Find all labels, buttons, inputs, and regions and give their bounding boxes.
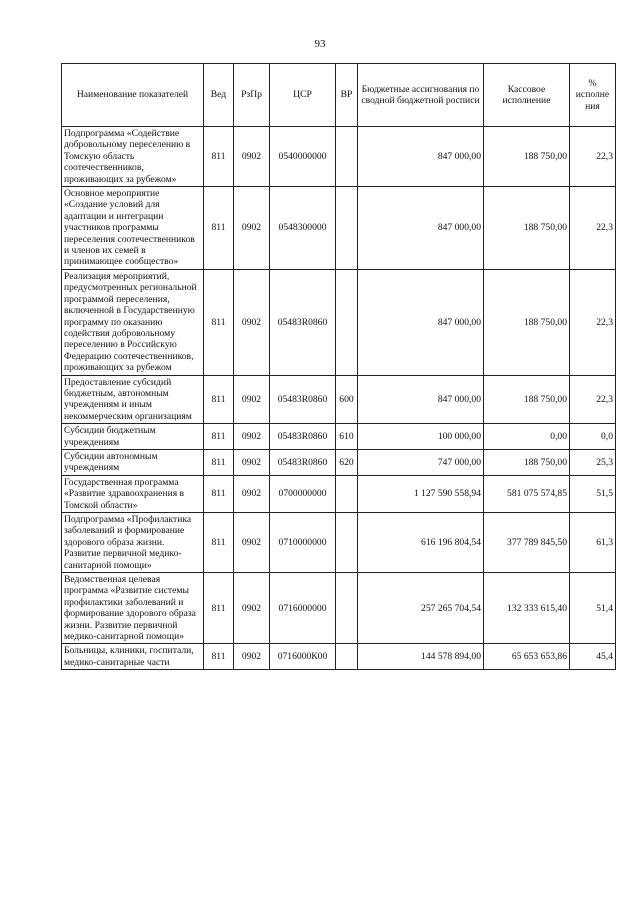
cell-rzpr: 0902: [234, 573, 270, 644]
cell-csr: 0548300000: [270, 187, 336, 270]
col-header-percent: % исполне ния: [570, 64, 616, 127]
cell-vr: [336, 127, 358, 187]
cell-name: Больницы, клиники, госпитали, медико-санитарные части: [62, 644, 204, 670]
table-row: [62, 513, 616, 573]
cell-percent: 22,3: [570, 127, 616, 187]
cell-ved: 811: [204, 375, 234, 424]
table-row: [62, 644, 616, 670]
table-row: [62, 573, 616, 644]
cell-csr: 0710000000: [270, 513, 336, 573]
cell-percent: 22,3: [570, 269, 616, 375]
cell-rzpr: 0902: [234, 513, 270, 573]
cell-cash: 0,00: [484, 424, 570, 450]
cell-vr: [336, 513, 358, 573]
col-header-name: Наименование показателей: [62, 64, 204, 127]
budget-execution-table: [61, 63, 616, 670]
cell-ved: 811: [204, 127, 234, 187]
col-header-budget: Бюджетные ассигнования по сводной бюджетной росписи: [358, 64, 484, 127]
cell-cash: 188 750,00: [484, 375, 570, 424]
table-row: [62, 449, 616, 475]
cell-cash: 581 075 574,85: [484, 475, 570, 512]
cell-ved: 811: [204, 449, 234, 475]
cell-cash: 188 750,00: [484, 449, 570, 475]
cell-percent: 61,3: [570, 513, 616, 573]
cell-percent: 51,5: [570, 475, 616, 512]
cell-csr: 0700000000: [270, 475, 336, 512]
col-header-ved: Вед: [204, 64, 234, 127]
cell-cash: 188 750,00: [484, 187, 570, 270]
cell-ved: 811: [204, 269, 234, 375]
cell-budget: 257 265 704,54: [358, 573, 484, 644]
table-header-row: [62, 64, 616, 127]
col-header-cash: Кассовое исполнение: [484, 64, 570, 127]
cell-percent: 22,3: [570, 375, 616, 424]
cell-budget: 1 127 590 558,94: [358, 475, 484, 512]
cell-rzpr: 0902: [234, 375, 270, 424]
cell-rzpr: 0902: [234, 127, 270, 187]
table-row: [62, 475, 616, 512]
cell-name: Основное мероприятие «Создание условий для адаптации и интеграции участников программы переселения соотечественников и членов их семей в принимающее сообщество»: [62, 187, 204, 270]
table-row: [62, 187, 616, 270]
cell-vr: 610: [336, 424, 358, 450]
cell-vr: 600: [336, 375, 358, 424]
cell-csr: 05483R0860: [270, 269, 336, 375]
cell-rzpr: 0902: [234, 187, 270, 270]
cell-ved: 811: [204, 424, 234, 450]
cell-name: Подпрограмма «Профилактика заболеваний и формирование здорового образа жизни. Развитие первичной медико-санитарной помощи»: [62, 513, 204, 573]
cell-ved: 811: [204, 644, 234, 670]
cell-rzpr: 0902: [234, 449, 270, 475]
cell-csr: 05483R0860: [270, 449, 336, 475]
cell-name: Предоставление субсидий бюджетным, автономным учреждениям и иным некоммерческим организациям: [62, 375, 204, 424]
cell-percent: 51,4: [570, 573, 616, 644]
cell-rzpr: 0902: [234, 644, 270, 670]
cell-name: Реализация мероприятий, предусмотренных региональной программой переселения, включенной в Государственную программу по оказанию содействия добровольному переселению в Российскую Федерацию соотечественников, проживающих за рубежом: [62, 269, 204, 375]
cell-budget: 847 000,00: [358, 127, 484, 187]
cell-rzpr: 0902: [234, 475, 270, 512]
cell-ved: 811: [204, 187, 234, 270]
table-row: [62, 127, 616, 187]
cell-ved: 811: [204, 475, 234, 512]
cell-percent: 45,4: [570, 644, 616, 670]
cell-name: Субсидии автономным учреждениям: [62, 449, 204, 475]
cell-budget: 144 578 894,00: [358, 644, 484, 670]
cell-cash: 132 333 615,40: [484, 573, 570, 644]
cell-csr: 05483R0860: [270, 375, 336, 424]
cell-percent: 25,3: [570, 449, 616, 475]
cell-name: Субсидии бюджетным учреждениям: [62, 424, 204, 450]
cell-vr: [336, 475, 358, 512]
cell-ved: 811: [204, 573, 234, 644]
cell-csr: 0716000000: [270, 573, 336, 644]
cell-budget: 847 000,00: [358, 375, 484, 424]
cell-cash: 188 750,00: [484, 127, 570, 187]
table-row: [62, 424, 616, 450]
cell-name: Подпрограмма «Содействие добровольному переселению в Томскую область соотечественников, проживающих за рубежом»: [62, 127, 204, 187]
cell-vr: [336, 269, 358, 375]
col-header-csr: ЦСР: [270, 64, 336, 127]
cell-budget: 616 196 804,54: [358, 513, 484, 573]
cell-csr: 0540000000: [270, 127, 336, 187]
cell-budget: 100 000,00: [358, 424, 484, 450]
cell-percent: 22,3: [570, 187, 616, 270]
cell-ved: 811: [204, 513, 234, 573]
cell-name: Ведомственная целевая программа «Развитие системы профилактики заболеваний и формирование здорового образа жизни. Развитие первичной медико-санитарной помощи»: [62, 573, 204, 644]
cell-cash: 377 789 845,50: [484, 513, 570, 573]
cell-name: Государственная программа «Развитие здравоохранения в Томской области»: [62, 475, 204, 512]
cell-budget: 847 000,00: [358, 269, 484, 375]
table-row: [62, 375, 616, 424]
cell-vr: 620: [336, 449, 358, 475]
col-header-rzpr: РзПр: [234, 64, 270, 127]
cell-csr: 0716000К00: [270, 644, 336, 670]
cell-csr: 05483R0860: [270, 424, 336, 450]
cell-vr: [336, 644, 358, 670]
cell-rzpr: 0902: [234, 424, 270, 450]
cell-percent: 0,0: [570, 424, 616, 450]
cell-rzpr: 0902: [234, 269, 270, 375]
cell-cash: 188 750,00: [484, 269, 570, 375]
cell-vr: [336, 573, 358, 644]
page-number: 93: [314, 38, 326, 50]
col-header-vr: ВР: [336, 64, 358, 127]
cell-cash: 65 653 653,86: [484, 644, 570, 670]
table-row: [62, 269, 616, 375]
cell-vr: [336, 187, 358, 270]
cell-budget: 747 000,00: [358, 449, 484, 475]
cell-budget: 847 000,00: [358, 187, 484, 270]
